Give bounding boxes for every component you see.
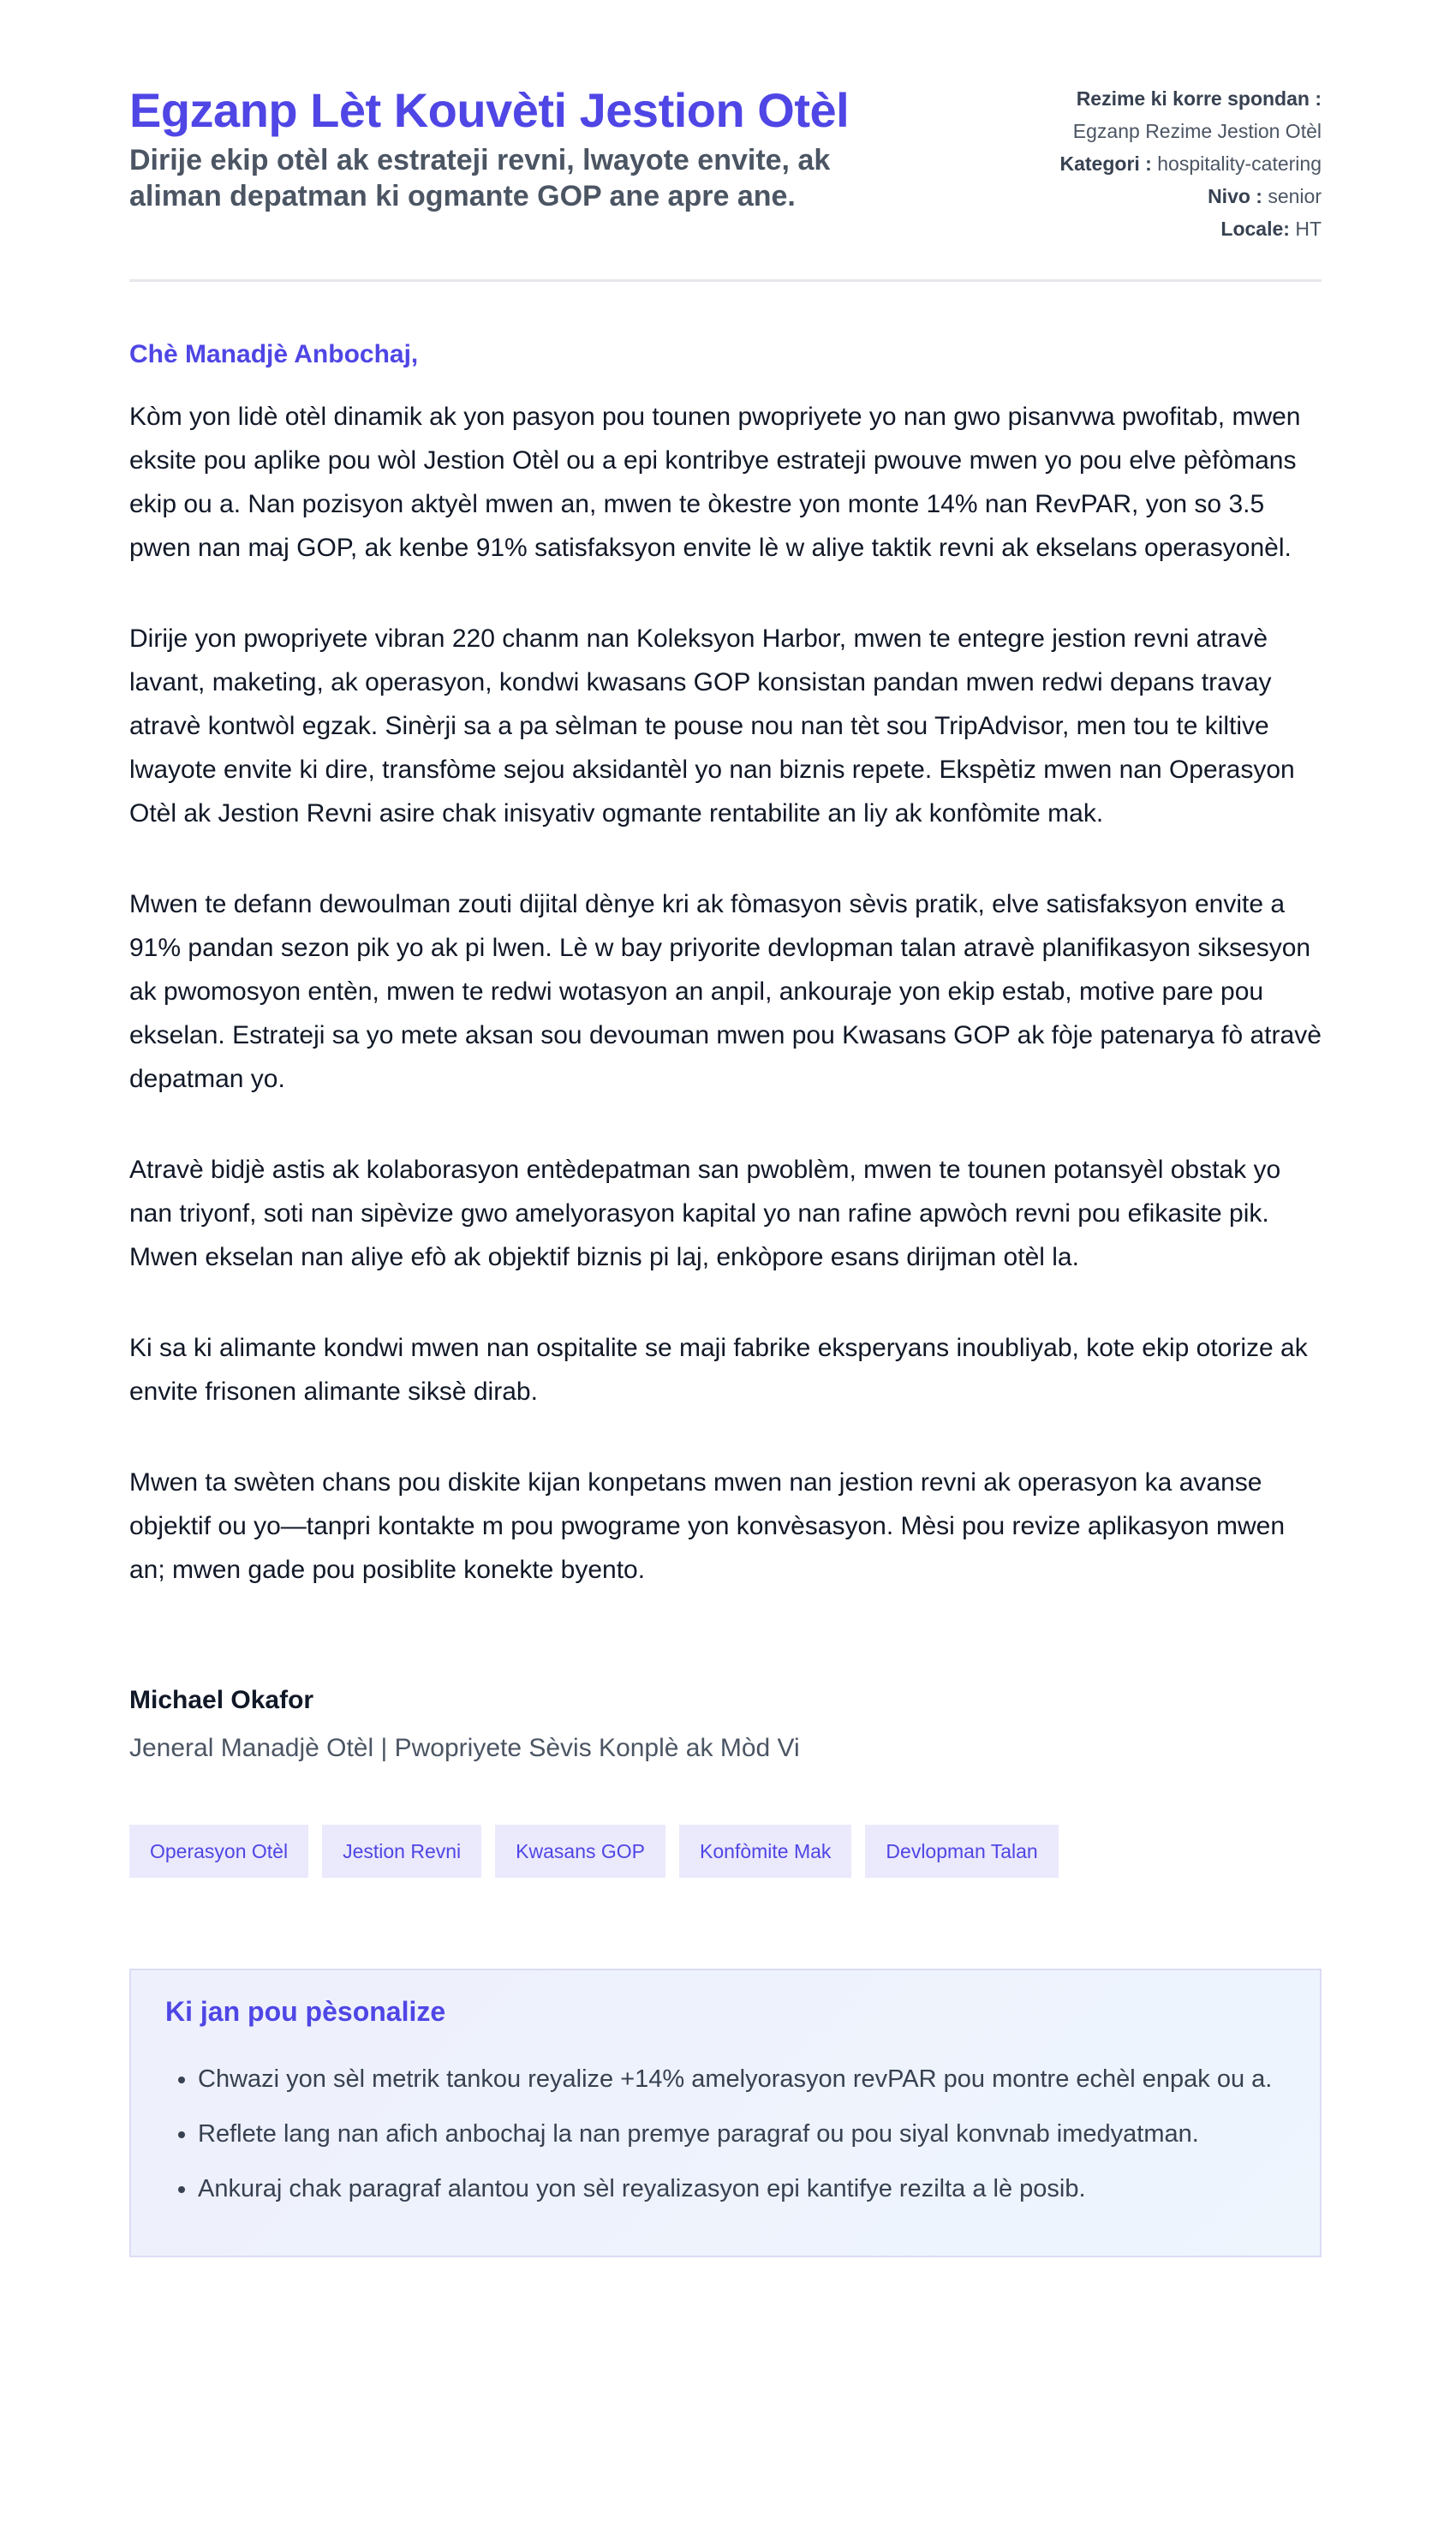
tip-item: • Chwazi yon sèl metrik tankou reyalize +14% amelyorasyon revPAR pou montre echèl enpak ou a. (198, 2057, 1286, 2101)
skill-tag: Kwasans GOP (495, 1825, 665, 1878)
page-header (129, 0, 1322, 282)
category-value: hospitality-catering (1157, 152, 1322, 175)
page-subtitle: Dirije ekip otèl ak estrateji revni, lwayote envite, ak aliman depatman ki ogmante GOP ane apre ane. (129, 144, 831, 212)
locale-value: HT (1295, 218, 1322, 240)
signature-title: Jeneral Manadjè Otèl | Pwopriyete Sèvis Konplè ak Mòd Vi (129, 1734, 800, 1762)
tip-item: • Ankuraj chak paragraf alantou yon sèl reyalizasyon epi kantifye rezilta a lè posib. (198, 2166, 1286, 2211)
summary-link[interactable]: Egzanp Rezime Jestion Otèl (1072, 120, 1322, 142)
locale-label: Locale: (1220, 218, 1290, 240)
letter-paragraph: Ki sa ki alimante kondwi mwen nan ospitalite se maji fabrike eksperyans inoubliyab, kote ekip otorize ak envite frisonen alimante siksè dirab. (129, 1334, 1308, 1406)
page-title: Egzanp Lèt Kouvèti Jestion Otèl (129, 83, 850, 137)
letter-paragraph: Atravè bidjè astis ak kolaborasyon entèdepatman san pwoblèm, mwen te tounen potansyèl obstak yo nan triyonf, soti nan sipèvize gwo amelyorasyon kapital yo nan rafine apwòch revni pou efikasite pik. Mwen ekselan nan aliye efò ak objektif biznis pi laj, enkòpore esans dirijman otèl la. (129, 1156, 1281, 1271)
skill-tag: Jestion Revni (322, 1825, 481, 1878)
letter-paragraph: Mwen ta swèten chans pou diskite kijan konpetans mwen nan jestion revni ak operasyon ka avanse objektif ou yo—tanpri kontakte m pou pwograme yon konvèsasyon. Mèsi pou revize aplikasyon mwen an; mwen gade pou posiblite konekte byento. (129, 1468, 1286, 1584)
tip-item: • Reflete lang nan afich anbochaj la nan premye paragraf ou pou siyal konvnab imedyatman. (198, 2112, 1286, 2156)
summary-label: Rezime ki korre spondan : (1076, 87, 1322, 110)
tips-title: Ki jan pou pèsonalize (165, 1996, 446, 2027)
letter-greeting: Chè Manadjè Anbochaj, (129, 340, 419, 368)
level-label: Nivo : (1208, 185, 1262, 207)
cover-letter-page (129, 0, 1322, 2257)
letter-paragraph: Dirije yon pwopriyete vibran 220 chanm nan Koleksyon Harbor, mwen te entegre jestion revni atravè lavant, maketing, ak operasyon, kondwi kwasans GOP konsistan pandan mwen redwi depans travay atravè kontwòl egzak. Sinèrji sa a pa sèlman te pouse nou nan tèt sou TripAdvisor, men tou te kiltive lwayote envite ki dire, transfòme sejou aksidantèl yo nan biznis repete. Ekspètiz mwen nan Operasyon Otèl ak Jestion Revni asire chak inisyativ ogmante rentabilite an liy ak konfòmite mak. (129, 625, 1295, 828)
skill-tag: Operasyon Otèl (129, 1825, 308, 1878)
customization-tips (129, 1969, 1322, 2257)
level-value: senior (1268, 185, 1322, 207)
signature-name: Michael Okafor (129, 1686, 314, 1714)
skill-tag: Devlopman Talan (865, 1825, 1058, 1878)
tips-list (165, 2057, 1286, 2211)
letter-paragraph: Mwen te defann dewoulman zouti dijital dènye kri ak fòmasyon sèvis pratik, elve satisfaksyon envite a 91% pandan sezon pik yo ak pi lwen. Lè w bay priyorite devlopman talan atravè planifikasyon siksesyon ak pwomosyon entèn, mwen te redwi wotasyon an anpil, ankouraje yon ekip estab, motive pare pou ekselan. Estrateji sa yo mete aksan sou devouman mwen pou Kwasans GOP ak fòje patenarya fò atravè depatman yo. (129, 890, 1322, 1093)
category-label: Kategori : (1059, 152, 1152, 175)
skill-tags (129, 1825, 1322, 1878)
letter-paragraph: Kòm yon lidè otèl dinamik ak yon pasyon pou tounen pwopriyete yo nan gwo pisanvwa pwofitab, mwen eksite pou aplike pou wòl Jestion Otèl ou a epi kontribye estrateji pwouve mwen yo pou elve pèfòmans ekip ou a. Nan pozisyon aktyèl mwen an, mwen te òkestre yon monte 14% nan RevPAR, yon so 3.5 pwen nan maj GOP, ak kenbe 91% satisfaksyon envite lè w aliye taktik revni ak ekselans operasyonèl. (129, 403, 1301, 562)
title-block (129, 82, 900, 245)
skill-tag: Konfòmite Mak (679, 1825, 851, 1878)
meta-info (1060, 82, 1322, 245)
